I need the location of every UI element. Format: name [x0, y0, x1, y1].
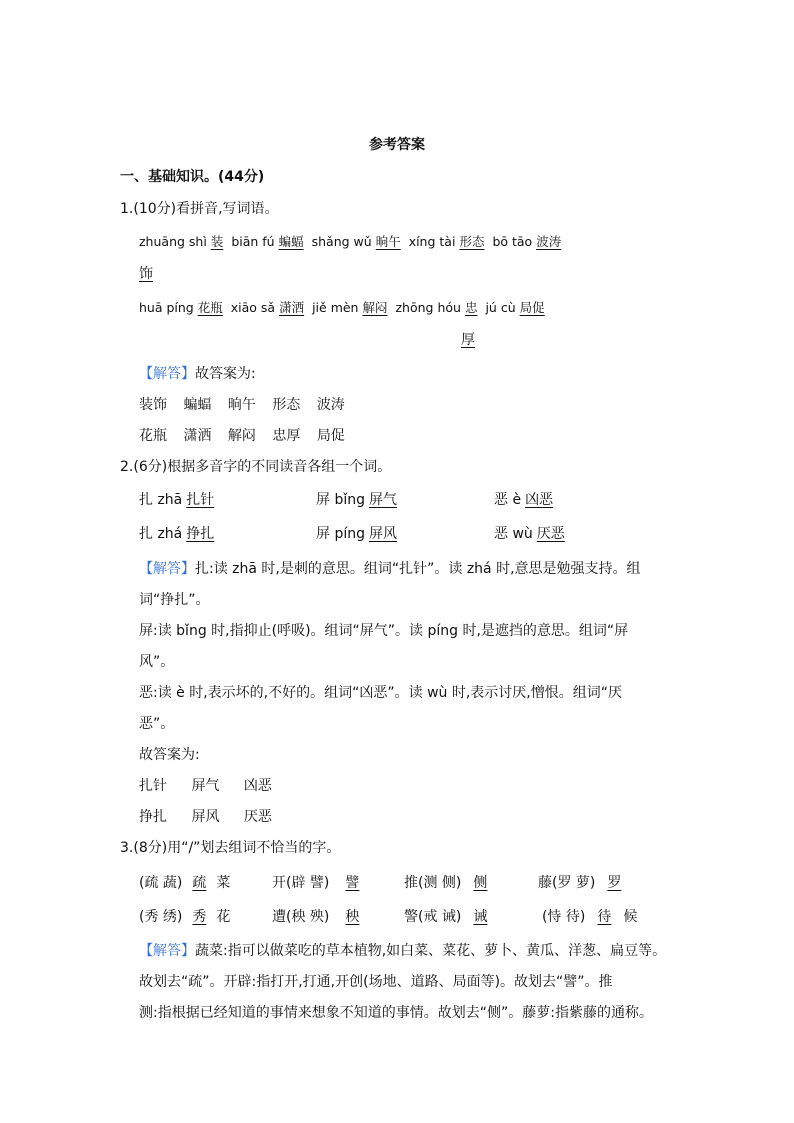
q3-explanation-line: 【解答】蔬菜:指可以做菜吃的草本植物,如白菜、菜花、萝卜、黄瓜、洋葱、扁豆等。: [139, 943, 667, 959]
q1-answers-row-2: 花瓶 潇洒 解闷 忠厚 局促: [139, 428, 345, 444]
q2-answers-row-2: 挣扎 屏风 厌恶: [139, 809, 272, 825]
q2-item: 扎 zhā 扎针: [139, 492, 215, 508]
q1-answer: 潇洒: [279, 300, 305, 315]
q1-answer: 蝙蝠: [278, 234, 304, 249]
q1-pinyin: huā píng: [139, 300, 194, 315]
q1-answer-continued: 厚: [461, 332, 475, 348]
q1-answer: 波涛: [536, 234, 562, 249]
q1-pinyin: biān fú: [231, 234, 275, 249]
q1-answer: 忠: [464, 300, 478, 315]
q1-pinyin-row-2: [139, 298, 549, 316]
q1-answer: 解闷: [362, 300, 388, 315]
q3-item: 开(辟 譬) 譬: [272, 875, 360, 891]
q2-explanation-line: 恶”。: [139, 716, 175, 732]
answer-tag: 【解答】: [139, 366, 195, 382]
q1-pinyin: zhuāng shì: [139, 234, 207, 249]
q2-item: 屏 píng 屏风: [316, 526, 397, 542]
question-2-stem: 2.(6分)根据多音字的不同读音各组一个词。: [120, 459, 392, 475]
section-heading-basics: 一、基础知识。(44分): [120, 169, 265, 185]
question-1-stem: 1.(10分)看拼音,写词语。: [120, 201, 279, 217]
q1-explanation: 【解答】故答案为:: [139, 366, 256, 382]
q3-item: (恃 待) 待 候: [542, 909, 638, 925]
q1-answer: 局促: [519, 300, 545, 315]
q1-pinyin: jiě mèn: [312, 300, 359, 315]
q2-item: 恶 wù 厌恶: [494, 526, 565, 542]
q1-pinyin: xiāo sǎ: [230, 300, 276, 315]
q1-pinyin: xíng tài: [408, 234, 456, 249]
q1-pinyin: shǎng wǔ: [311, 234, 372, 249]
q1-answer: 形态: [459, 234, 485, 249]
q1-pinyin: jú cù: [485, 300, 516, 315]
q2-explanation-line: 词“挣扎”。: [139, 592, 210, 608]
q1-answer-continued: 饰: [139, 266, 153, 282]
question-3-stem: 3.(8分)用“/”划去组词不恰当的字。: [120, 840, 341, 856]
q2-answer-intro: 故答案为:: [139, 747, 200, 763]
q2-explanation-line: 恶:读 è 时,表示坏的,不好的。组词“凶恶”。读 wù 时,表示讨厌,憎恨。组词“厌: [139, 685, 623, 701]
q1-pinyin: bō tāo: [492, 234, 533, 249]
q2-explanation-line: 风”。: [139, 654, 175, 670]
q1-answer: 装: [210, 234, 224, 249]
q3-explanation-line: 故划去“疏”。开辟:指打开,打通,开创(场地、道路、局面等)。故划去“譬”。推: [139, 974, 613, 990]
q2-item: 屏 bǐng 屏气: [316, 492, 397, 508]
q1-answers-row-1: 装饰 蝙蝠 晌午 形态 波涛: [139, 397, 345, 413]
answer-tag: 【解答】: [139, 943, 195, 959]
q1-answer: 花瓶: [197, 300, 223, 315]
q3-item: (秀 绣) 秀 花: [139, 909, 231, 925]
answer-tag: 【解答】: [139, 561, 195, 577]
q1-answer: 晌午: [375, 234, 401, 249]
page-title: 参考答案: [369, 137, 425, 153]
q3-item: 藤(罗 萝) 罗: [538, 875, 622, 891]
q3-item: (疏 蔬) 疏 菜: [139, 875, 231, 891]
q3-item: 警(戒 诫) 诫: [404, 909, 488, 925]
q2-explanation-line: 【解答】扎:读 zhā 时,是刺的意思。组词“扎针”。读 zhá 时,意思是勉强支持。组: [139, 561, 641, 577]
q2-answers-row-1: 扎针 屏气 凶恶: [139, 778, 272, 794]
q3-item: 推(测 侧) 侧: [404, 875, 488, 891]
q2-explanation-line: 屏:读 bǐng 时,指抑止(呼吸)。组词“屏气”。读 píng 时,是遮挡的意思。组词“屏: [139, 623, 629, 639]
q2-item: 扎 zhá 挣扎: [139, 526, 215, 542]
q3-item: 遭(秧 殃) 秧: [272, 909, 360, 925]
q2-item: 恶 è 凶恶: [494, 492, 554, 508]
q3-explanation-line: 测:指根据已经知道的事情来想象不知道的事情。故划去“侧”。藤萝:指紫藤的通称。: [139, 1005, 653, 1021]
q1-pinyin: zhōng hóu: [395, 300, 461, 315]
q1-pinyin-row-1: [139, 232, 565, 250]
